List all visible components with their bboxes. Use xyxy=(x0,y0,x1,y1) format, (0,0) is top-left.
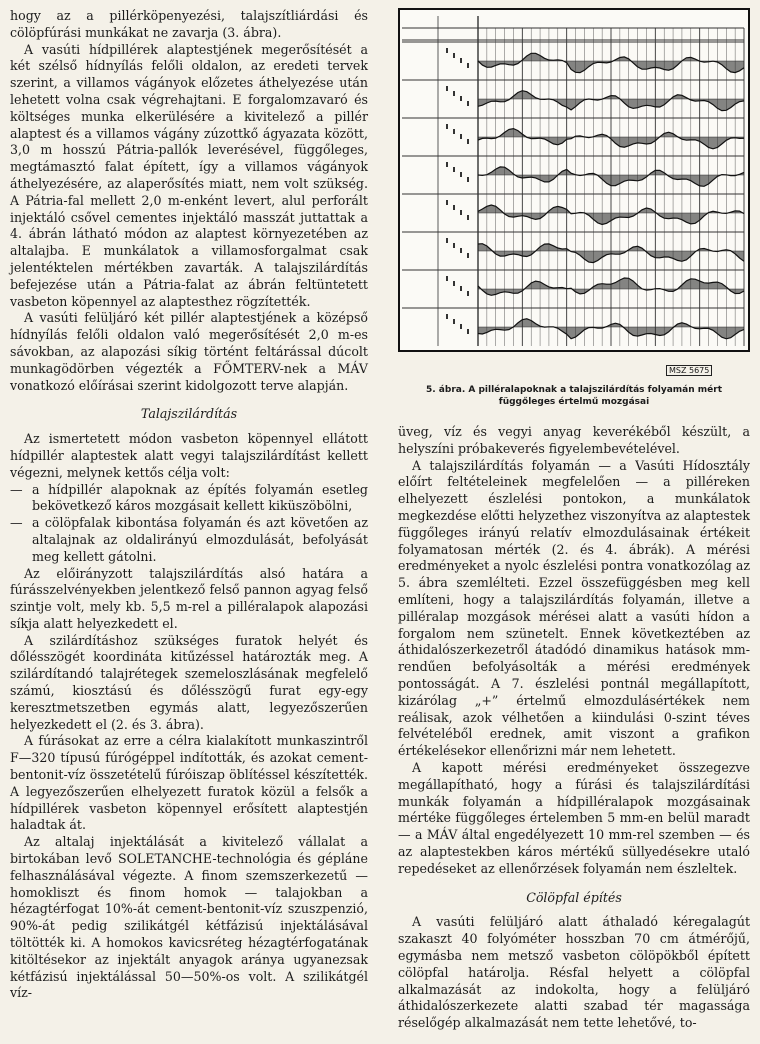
list-item: — a cölöpfalak kibontása folyamán és azt követően az altalajnak az oldalirányú elmozdulását, befolyását meg kellett gátolni. xyxy=(10,515,368,564)
paragraph: A kapott mérési eredményeket összegezve megállapítható, hogy a fúrási és talajszilárdítási munkák folyamán a hídpilléralapok mozgásainak mértéke függőleges értelemben 5 mm-en belül maradt — a MÁV által engedélyezett 10 mm-rel szemben — és az alaptestekben káros mértékű süllyedésekre utaló repedéseket az ellenőrzések folyamán nem észleltek. xyxy=(398,759,750,876)
margin-mark xyxy=(446,86,448,91)
margin-mark xyxy=(460,210,462,215)
margin-mark xyxy=(453,129,455,134)
paragraph: Az előirányzott talajszilárdítás alsó határa a fúrásszelvényekben jelentkező felső pannon agyag felső szintje volt, mely kb. 5,5 m-rel a pilléralapok alapozási síkja alatt helyezkedett el. xyxy=(10,565,368,631)
margin-mark xyxy=(467,215,469,220)
list-item-text: a hídpillér alapoknak az építés folyamán esetleg bekövetkező káros mozgásait kellett kiküszöbölni, xyxy=(32,481,368,514)
right-column xyxy=(398,424,750,1032)
section-heading: Cölöpfal építés xyxy=(526,889,622,905)
figure-caption: 5. ábra. A pilléralapoknak a talajszilárdítás folyamán mért függőleges értelmű mozgásai xyxy=(425,385,722,407)
paragraph: A talajszilárdítás folyamán — a Vasúti Hídosztály előírt feltételeinek megfelelően — a pilléreken elhelyezett észlelési pontokon, a munkálatok megkezdése előtti helyzethez viszonyítva az alaptestek függőleges irányú relatív elmozdulásainak értékeit folyamatosan mérték (2. és 4. ábrák). A mérési eredményeket a nyolc észlelési pontra vonatkozólag az 5. ábra szemlélteti. Ezzel összefüggésben meg kell említeni, hogy a talajszilárdítás folyamán, illetve a pilléralap mozgások mérései alatt a vasúti hídon a forgalom nem szünetelt. Ennek következtében az áthidalószerkezetről átadódó dinamikus hatások mm-rendűen befolyásolták a mérési eredmények pontosságát. A 7. észlelési pontnál megállapított, kizárólag „+” értelmű elmozdulásértékek nem reálisak, azok vélhetően a kiindulási 0-szint téves felvételéből erednek, amit viszont a grafikon értékelésekor ellenőrizni már nem lehetett. xyxy=(398,457,750,759)
margin-mark xyxy=(460,324,462,329)
margin-mark xyxy=(467,329,469,334)
left-column xyxy=(10,8,368,1002)
margin-mark xyxy=(467,101,469,106)
margin-mark xyxy=(453,243,455,248)
paragraph: A fúrásokat az erre a célra kialakított munkaszintről F—320 típusú fúrógéppel indították, és azokat cement-bentonit-víz összetételű fúróiszap öblítéssel készítették. A legyezőszerűen elhelyezett furatok közül a felsők a hídpillérek vasbeton köpennyel erősített alaptestjén haladtak át. xyxy=(10,733,368,833)
margin-mark xyxy=(467,139,469,144)
margin-mark xyxy=(453,91,455,96)
settlement-graph xyxy=(398,8,750,364)
margin-mark xyxy=(467,291,469,296)
paragraph: hogy az a pillérköpenyezési, talajszítliárdási és cölöpfúrási munkákat ne zavarja (3. ábra). xyxy=(10,8,368,40)
margin-mark xyxy=(446,200,448,205)
margin-mark xyxy=(446,162,448,167)
section-heading: Talajszilárdítás xyxy=(140,406,238,422)
margin-mark xyxy=(467,253,469,258)
margin-mark xyxy=(453,53,455,58)
paragraph: Az altalaj injektálását a kivitelező vállalat a birtokában levő SOLETANCHE-technológia és gépláne felhasználásával végezte. A finom szemszerkezetű — homokliszt és finom homok — talajokban a hézagtérfogat 10%-át cement-bentonit-víz szuszpenzió, 90%-át pedig szilikátgél kétfázisú injektálásával töltötték ki. A homokos kavicsréteg hézagtérfogatának kitöltésekor az injektált anyagok aránya ugyanezsak kétfázisú injektálással 50—50%-os volt. A szilikátgél víz- xyxy=(10,834,368,1001)
figure-code-badge: MSZ 5675 xyxy=(666,365,712,376)
list-item-text: a cölöpfalak kibontása folyamán és azt követően az altalajnak az oldalirányú elmozdulását, befolyását meg kellett gátolni. xyxy=(32,515,368,564)
paragraph: Az ismertetett módon vasbeton köpennyel ellátott hídpillér alaptestek alatt vegyi talajszilárdítást kellett végezni, melynek kettős célja volt: xyxy=(10,431,368,480)
margin-mark xyxy=(446,276,448,281)
margin-mark xyxy=(446,238,448,243)
margin-mark xyxy=(460,248,462,253)
margin-mark xyxy=(460,58,462,63)
paragraph: üveg, víz és vegyi anyag keverékéből készült, a helyszíni próbakeverés figyelembevételével. xyxy=(398,424,750,456)
margin-mark xyxy=(460,134,462,139)
margin-mark xyxy=(460,96,462,101)
margin-mark xyxy=(453,281,455,286)
margin-mark xyxy=(453,205,455,210)
list-item: — a hídpillér alapoknak az építés folyamán esetleg bekövetkező káros mozgásait kellett kiküszöbölni, xyxy=(10,481,368,514)
margin-mark xyxy=(446,48,448,53)
margin-mark xyxy=(467,177,469,182)
settlement-figure xyxy=(398,8,750,376)
margin-mark xyxy=(453,319,455,324)
margin-mark xyxy=(460,286,462,291)
paragraph: A szilárdításhoz szükséges furatok helyét és dőlésszögét koordináta kitűzéssel határozták meg. A szilárdítandó talajrétegek szemeloszlásának megfelelő számú, kiosztású és dőlésszögű furat egy-egy keresztmetszetben egymás alatt, legyezőszerűen helyezkedett el (2. és 3. ábra). xyxy=(10,632,368,732)
paragraph: A vasúti felüljáró alatt áthaladó kéregalagút szakaszt 40 folyóméter hosszban 70 cm átmérőjű, egymásba nem metsző vasbeton cölöpökből épített cölöpfal határolja. Résfal helyett a cölöpfal alkalmazását az indokolta, hogy a felüljáró áthidalószerkezete alatti szabad tér magassága réselőgép alkalmazását nem tette lehetővé, to- xyxy=(398,914,750,1031)
margin-mark xyxy=(467,63,469,68)
margin-mark xyxy=(460,172,462,177)
paragraph: A vasúti felüljáró két pillér alaptestjének a középső hídnyílás felőli oldalon való megerősítését 2,0 m-es sávokban, az alapozási síkig történt feltárással dúcolt munkagödörben végezték a FŐMTERV-nek a MÁV vonatkozó előírásai szerint kidolgozott terve alapján. xyxy=(10,310,368,393)
margin-mark xyxy=(446,314,448,319)
paragraph: A vasúti hídpillérek alaptestjének megerősítését a két szélső hídnyílás felőli oldalon, az eredeti tervek szerint, a villamos vágányok előzetes áthelyezése után lehetett volna csak végrehajtani. E forgalomzavaró és költséges munka elkerülésére a kivitelező a pillér alaptest és a villamos vágány zúzottkő ágyazata között, 3,0 m hosszú Pátria-pallók leverésével, függőleges, megtámasztó falat épített, így a villamos vágányok áthelyezésére, az alaperősítés miatt, nem volt szükség. A Pátria-fal mellett 2,0 m-enként levert, alul perforált injektáló csővel cementes injektáló masszát juttattak a 4. ábrán látható módon az alaptest környezetében az altalajba. E munkálatok a villamosforgalmat csak jelentéktelen mértékben zavarták. A talajszilárdítás befejezése után a Pátria-falat az ábrán feltüntetett vasbeton köpennyel az alaptesthez rögzítették. xyxy=(10,41,368,309)
margin-mark xyxy=(446,124,448,129)
margin-mark xyxy=(453,167,455,172)
